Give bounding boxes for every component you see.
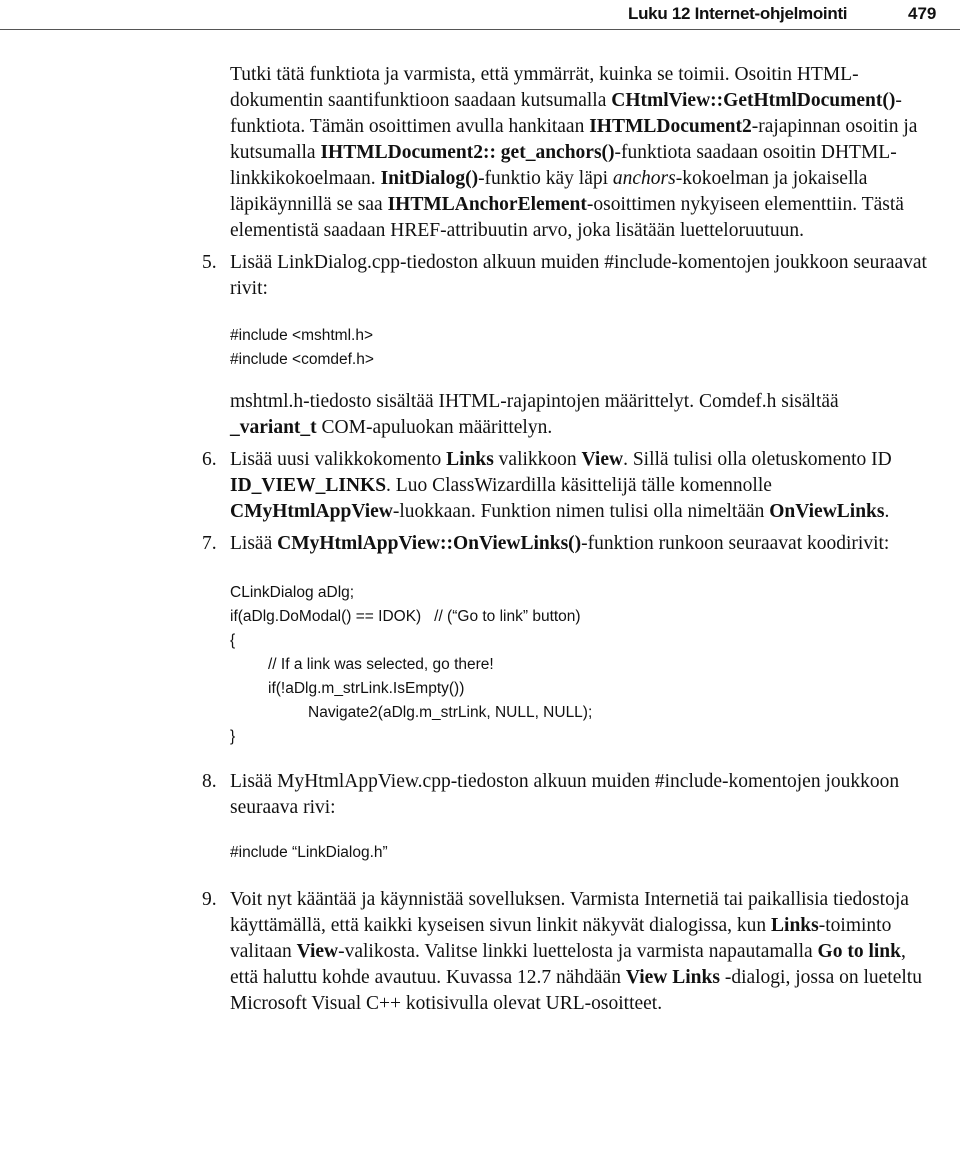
- code-line: }: [230, 728, 236, 745]
- step-text: Lisää MyHtmlAppView.cpp-tiedoston alkuun muiden #include-komentojen joukkoon seuraava rivi:: [230, 771, 900, 818]
- code-term: InitDialog(): [380, 168, 479, 189]
- italic-term: anchors: [612, 168, 676, 189]
- step-number: 9.: [202, 889, 217, 910]
- page-body: [202, 62, 930, 1017]
- code-line: {: [230, 632, 236, 649]
- header-rule: [0, 29, 960, 30]
- step-7: [202, 531, 930, 749]
- code-term: CHtmlView::GetHtmlDocument(): [611, 90, 896, 111]
- step-text: Lisää LinkDialog.cpp-tiedoston alkuun muiden #include-komentojen joukkoon seuraavat rivit:: [230, 252, 927, 299]
- step-followup-text: mshtml.h-tiedosto sisältää IHTML-rajapintojen määrittelyt. Comdef.h sisältää _variant_t COM-apuluokan määrittelyn.: [230, 391, 839, 438]
- code-term: IHTMLAnchorElement: [387, 194, 587, 215]
- page-header: [0, 0, 960, 30]
- step-text: Lisää CMyHtmlAppView::OnViewLinks()-funktion runkoon seuraavat koodirivit:: [230, 533, 890, 554]
- step-text: Voit nyt kääntää ja käynnistää sovelluksen. Varmista Internetiä tai paikallisia tiedostoja käyttämällä, että kaikki kyseisen sivun linkit näkyvät dialogissa, kun Links-toiminto valitaan View-valikosta. Valitse linkki luettelosta ja varmista napautamalla Go to link, että haluttu kohde avautuu. Kuvassa 12.7 nähdään View Links -dialogi, jossa on lueteltu Microsoft Visual C++ kotisivulla olevat URL-osoitteet.: [230, 889, 922, 1014]
- code-term: _variant_t: [230, 417, 317, 438]
- intro-paragraph: Tutki tätä funktiota ja varmista, että ymmärrät, kuinka se toimii. Osoitin HTML-dokumentin saantifunktioon saadaan kutsumalla CHtmlView::GetHtmlDocument()-funktiota. Tämän osoittimen avulla hankitaan IHTMLDocument2-rajapinnan osoitin ja kutsumalla IHTMLDocument2:: get_anchors()-funktiota saadaan osoitin DHTML-linkkikokoelmaan. InitDialog()-funktio käy läpi anchors-kokoelman ja jokaisella läpikäynnillä se saa IHTMLAnchorElement-osoittimen nykyiseen elementtiin. Tästä elementistä saadaan HREF-attribuutin arvo, joka lisätään luetteloruutuun.: [230, 64, 918, 241]
- step-number: 5.: [202, 252, 217, 273]
- step-8: [202, 769, 930, 865]
- step-9: [202, 887, 930, 1017]
- step-5: [202, 250, 930, 441]
- code-line: #include <comdef.h>: [230, 351, 374, 368]
- code-line: if(!aDlg.m_strLink.IsEmpty()): [268, 680, 465, 697]
- chapter-title: Luku 12 Internet-ohjelmointi: [628, 4, 848, 23]
- code-block: [230, 581, 930, 749]
- code-line: // If a link was selected, go there!: [268, 656, 494, 673]
- step-number: 7.: [202, 533, 217, 554]
- page-number: 479: [908, 4, 937, 23]
- code-line: if(aDlg.DoModal() == IDOK) // (“Go to link” button): [230, 608, 581, 625]
- step-number: 6.: [202, 449, 217, 470]
- code-line: #include “LinkDialog.h”: [230, 844, 388, 861]
- step-text: Lisää uusi valikkokomento Links valikkoon View. Sillä tulisi olla oletuskomento ID ID_VIEW_LINKS. Luo ClassWizardilla käsittelijä tälle komennolle CMyHtmlAppView-luokkaan. Funktion nimen tulisi olla nimeltään OnViewLinks.: [230, 449, 892, 522]
- code-line: Navigate2(aDlg.m_strLink, NULL, NULL);: [308, 704, 593, 721]
- code-line: #include <mshtml.h>: [230, 327, 374, 344]
- code-term: IHTMLDocument2: [589, 116, 752, 137]
- step-6: [202, 447, 930, 525]
- code-term: IHTMLDocument2:: get_anchors(): [320, 142, 615, 163]
- step-number: 8.: [202, 771, 217, 792]
- code-line: CLinkDialog aDlg;: [230, 584, 355, 601]
- code-block: [230, 324, 930, 372]
- code-block: [230, 841, 930, 865]
